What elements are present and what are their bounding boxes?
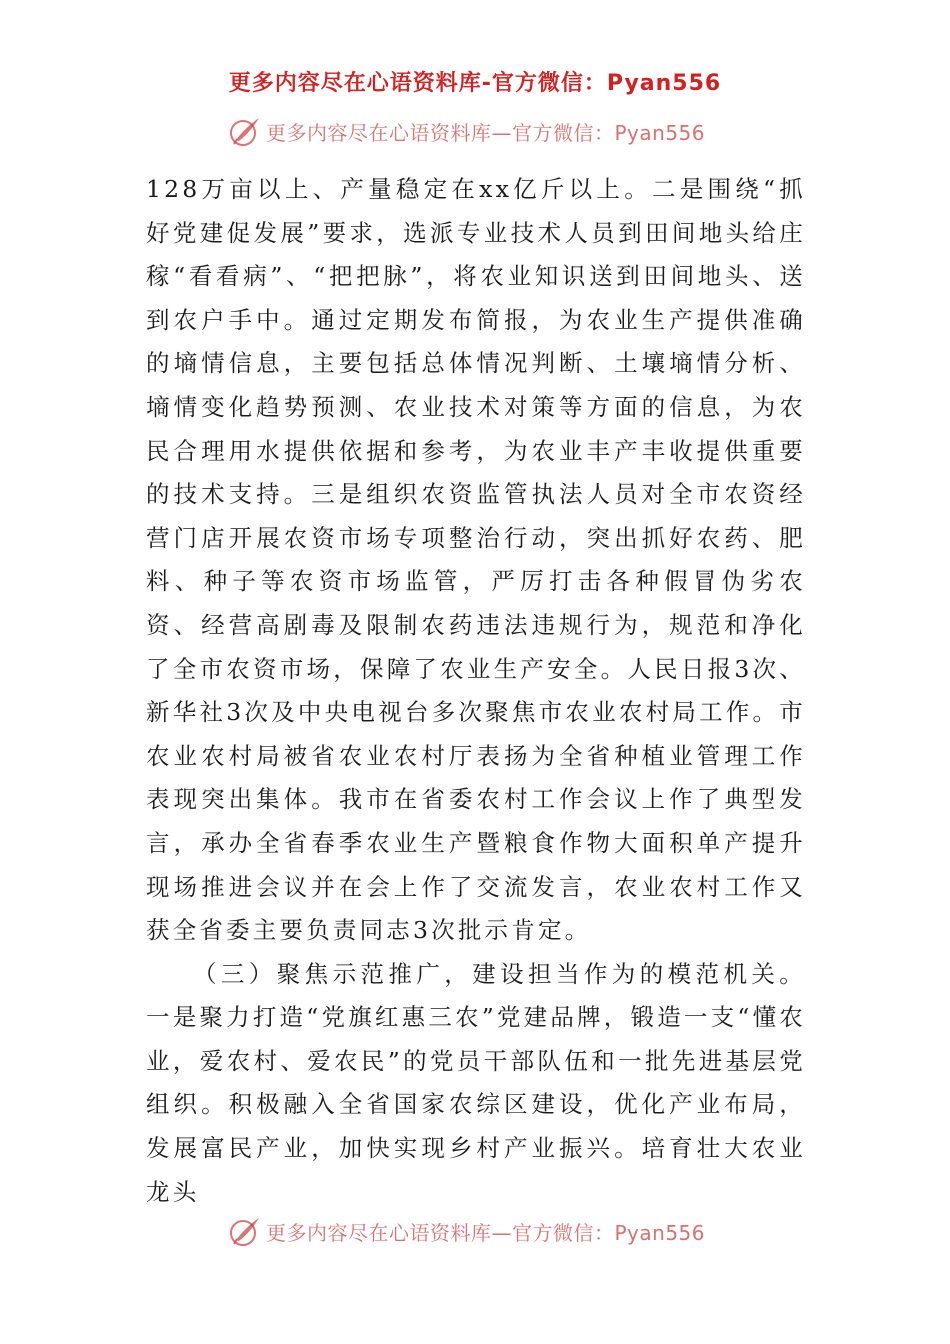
header-watermark-text: 更多内容尽在心语资料库—官方微信：Pyan556 [266, 120, 706, 145]
paragraph-1: 128万亩以上、产量稳定在xx亿斤以上。二是围绕“抓好党建促发展”要求，选派专业技术人员到田间地头给庄稼“看看病”、“把把脉”，将农业知识送到田间地头、送到农户手中。通过定期发布简报，为农业生产提供准确的墒情信息，主要包括总体情况判断、土壤墒情分析、墒情变化趋势预测、农业技术对策等方面的信息，为农民合理用水提供依据和参考，为农业丰产丰收提供重要的技术支持。三是组织农资监管执法人员对全市农资经营门店开展农资市场专项整治行动，突出抓好农药、肥料、种子等农资市场监管，严厉打击各种假冒伪劣农资、经营高剧毒及限制农药违法违规行为，规范和净化了全市农资市场，保障了农业生产安全。人民日报3次、新华社3次及中央电视台多次聚焦市农业农村局工作。市农业农村局被省农业农村厅表扬为全省种植业管理工作表现突出集体。我市在省委农村工作会议上作了典型发言，承办全省春季农业生产暨粮食作物大面积单产提升现场推进会议并在会上作了交流发言，农业农村工作又获全省委主要负责同志3次批示肯定。 [146, 175, 806, 945]
footer-watermark-text: 更多内容尽在心语资料库—官方微信：Pyan556 [266, 1220, 706, 1245]
quill-logo-icon [228, 1214, 262, 1248]
header-watermark [228, 114, 705, 148]
document-body [146, 168, 806, 1214]
paragraph-2: （三）聚焦示范推广，建设担当作为的模范机关。一是聚力打造“党旗红惠三农”党建品牌，锻造一支“懂农业，爱农村、爱农民”的党员干部队伍和一批先进基层党组织。积极融入全省国家农综区建设，优化产业布局，发展富民产业，加快实现乡村产业振兴。培育壮大农业龙头 [146, 959, 806, 1206]
top-banner: 更多内容尽在心语资料库-官方微信：Pyan556 [228, 71, 722, 96]
quill-logo-icon [228, 114, 262, 148]
footer-watermark [228, 1214, 705, 1248]
